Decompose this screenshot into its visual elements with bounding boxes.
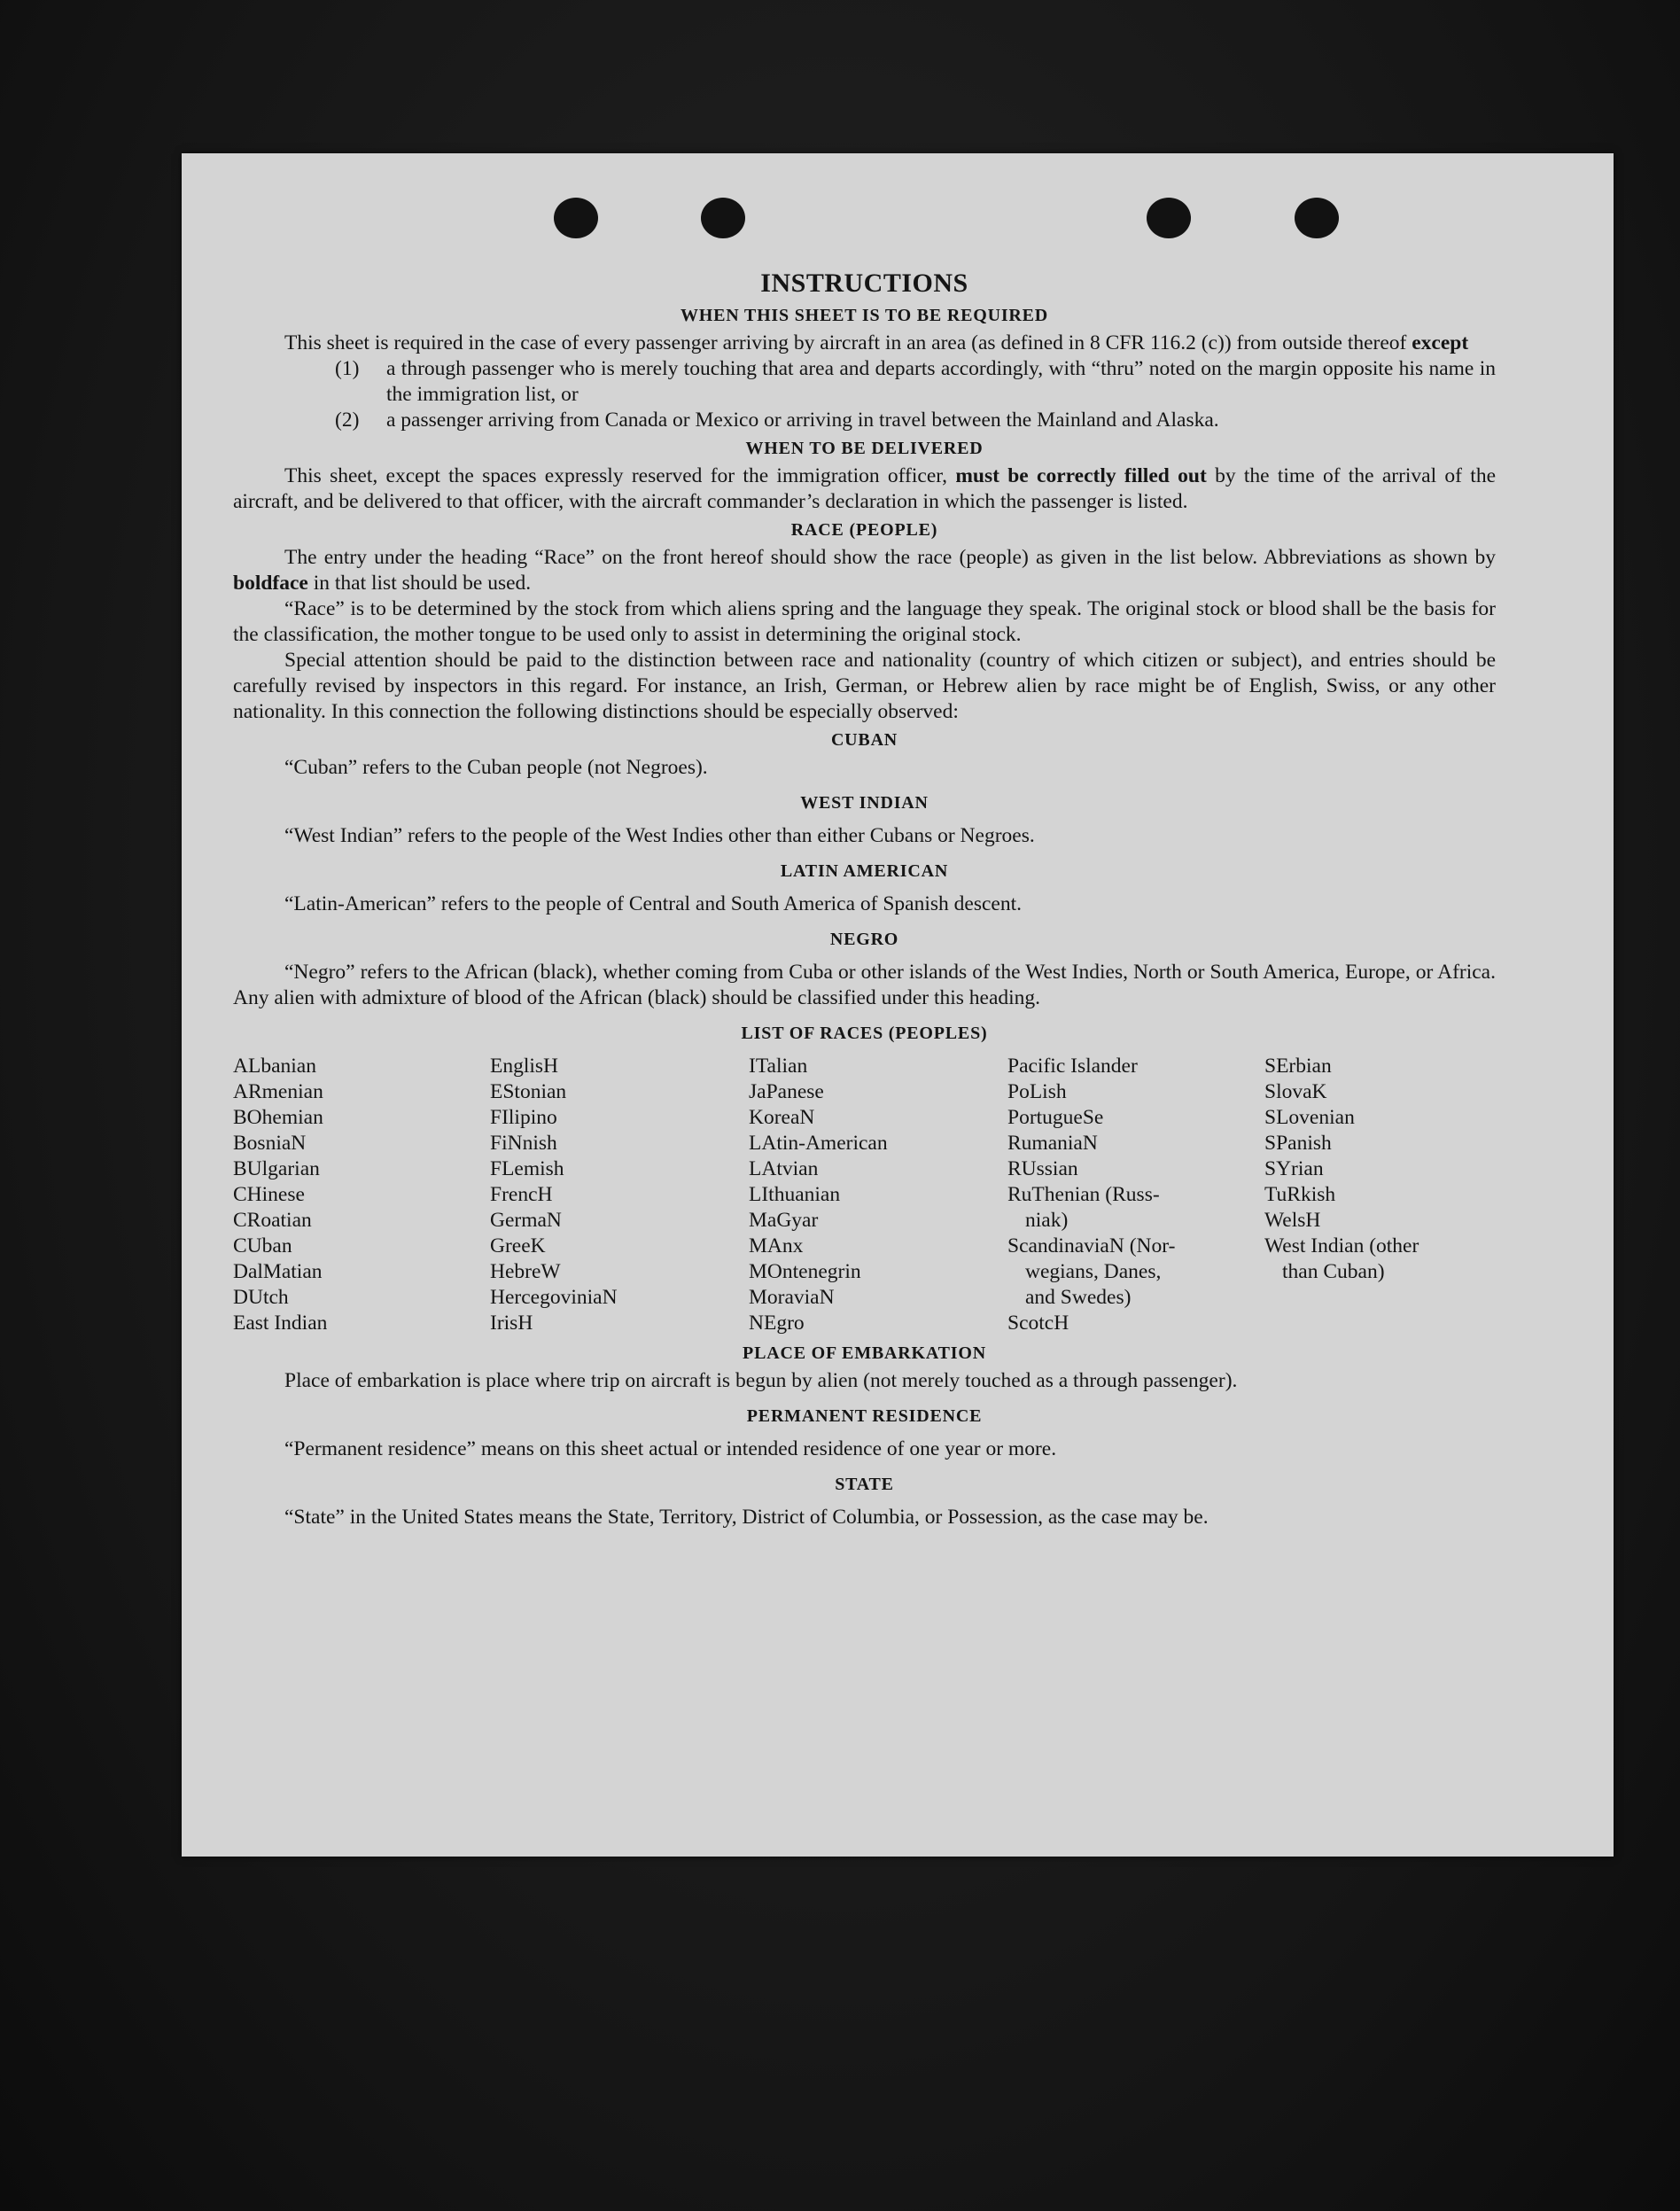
race-entry: TuRkish (1264, 1183, 1336, 1206)
section-heading-negro: NEGRO (829, 930, 899, 949)
race-entry: WelsH (1264, 1209, 1321, 1232)
race-entry: ITalian (749, 1055, 808, 1078)
required-intro-text: This sheet is required in the case of every passenger arriving by aircraft in an area (as defined in 8 CFR 116.2 (c)) from outside thereof (284, 331, 1412, 354)
race-entry: DUtch (233, 1286, 289, 1309)
section-heading-residence: PERMANENT RESIDENCE (746, 1406, 983, 1426)
race-entry: KoreaN (749, 1106, 815, 1129)
race-entry: MaGyar (749, 1209, 819, 1232)
race-entry: SPanish (1264, 1132, 1332, 1155)
race-entry: SErbian (1264, 1055, 1332, 1078)
race-entry: ARmenian (233, 1080, 323, 1103)
delivered-text-part: This sheet, except the spaces expressly reserved for the immigration officer, (284, 464, 956, 487)
state-text: “State” in the United States means the State, Territory, District of Columbia, or Possession, as the case may be. (284, 1506, 1209, 1529)
race-entry-continued: niak) (1025, 1209, 1069, 1232)
race-entry: GreeK (490, 1234, 546, 1257)
item-text: a passenger arriving from Canada or Mexico or arriving in travel between the Mainland and Alaska. (386, 409, 1219, 432)
required-item (335, 356, 1496, 408)
race-entry: BosniaN (233, 1132, 307, 1155)
race-entry: ScotcH (1007, 1312, 1069, 1335)
section-heading-west-indian: WEST INDIAN (800, 793, 929, 813)
race-entry: LAtin-American (749, 1132, 888, 1155)
race-paragraph (233, 545, 1496, 596)
race-entry: RUssian (1007, 1157, 1078, 1180)
race-entry: LIthuanian (749, 1183, 841, 1206)
race-entry: FiNnish (490, 1132, 557, 1155)
embarkation-text: Place of embarkation is place where trip on aircraft is begun by alien (not merely touched as a through passenger). (284, 1369, 1238, 1392)
residence-text: “Permanent residence” means on this sheet actual or intended residence of one year or more. (284, 1437, 1057, 1460)
delivered-text (233, 463, 1496, 515)
required-item (335, 408, 1496, 433)
required-intro (233, 331, 1496, 356)
required-intro-bold: except (1412, 331, 1469, 354)
race-entry: Pacific Islander (1007, 1055, 1138, 1078)
race-entry: BOhemian (233, 1106, 323, 1129)
race-entry: CRoatian (233, 1209, 312, 1232)
section-heading-state: STATE (835, 1475, 894, 1494)
race-entry: RuThenian (Russ- (1007, 1183, 1160, 1206)
race-entry: West Indian (other (1264, 1234, 1419, 1257)
race-entry: EnglisH (490, 1055, 559, 1078)
section-heading-cuban: CUBAN (830, 730, 898, 750)
item-number: (1) (335, 357, 360, 380)
page-title: INSTRUCTIONS (760, 269, 968, 298)
race-entry: ALbanian (233, 1055, 316, 1078)
races-column (1007, 1054, 1264, 1336)
race-entry: LAtvian (749, 1157, 819, 1180)
section-heading-races-list: LIST OF RACES (PEOPLES) (741, 1024, 988, 1043)
punch-hole (701, 198, 745, 238)
west-indian-text: “West Indian” refers to the people of the West Indies other than either Cubans or Negroes. (284, 824, 1035, 847)
section-heading-race: RACE (PEOPLE) (790, 520, 938, 540)
race-entry: ScandinaviaN (Nor- (1007, 1234, 1176, 1257)
race-entry: HebreW (490, 1260, 561, 1283)
instructions-content (233, 267, 1496, 1530)
race-text-part: The entry under the heading “Race” on the front hereof should show the race (people) as given in the list below. Abbreviations as shown by (284, 546, 1496, 569)
race-paragraph: “Race” is to be determined by the stock from which aliens spring and the language they speak. The original stock or blood shall be the basis for the classification, the mother tongue to be used only to assist in determining the original stock. (233, 597, 1496, 646)
item-text: a through passenger who is merely touching that area and departs accordingly, with “thru” noted on the margin opposite his name in the immigration list, or (386, 357, 1496, 406)
race-entry: GermaN (490, 1209, 562, 1232)
race-entry: IrisH (490, 1312, 533, 1335)
races-column (490, 1054, 749, 1336)
negro-text: “Negro” refers to the African (black), whether coming from Cuba or other islands of the West Indies, North or South America, Europe, or Africa. Any alien with admixture of blood of the African (black) should be classified under this heading. (233, 961, 1496, 1009)
races-column (233, 1054, 490, 1336)
race-entry-continued: than Cuban) (1282, 1260, 1385, 1283)
race-entry: DalMatian (233, 1260, 323, 1283)
section-heading-latin-american: LATIN AMERICAN (780, 861, 949, 881)
race-entry: JaPanese (749, 1080, 824, 1103)
section-heading-delivered: WHEN TO BE DELIVERED (745, 439, 984, 458)
race-entry: MoraviaN (749, 1286, 835, 1309)
race-entry: SLovenian (1264, 1106, 1355, 1129)
race-entry: CHinese (233, 1183, 305, 1206)
race-paragraph: Special attention should be paid to the distinction between race and nationality (country of which citizen or subject), and entries should be carefully revised by inspectors in this regard. For instance, an Irish, German, or Hebrew alien by race might be of English, Swiss, or any other nationality. In this connection the following distinctions should be especially observed: (233, 649, 1496, 723)
item-number: (2) (335, 409, 360, 432)
race-entry: BUlgarian (233, 1157, 320, 1180)
document-sheet (182, 153, 1614, 1857)
race-entry: RumaniaN (1007, 1132, 1098, 1155)
race-entry: East Indian (233, 1312, 328, 1335)
race-entry: PortugueSe (1007, 1106, 1104, 1129)
race-entry: HercegoviniaN (490, 1286, 618, 1309)
race-entry: MOntenegrin (749, 1260, 861, 1283)
race-entry-continued: wegians, Danes, (1025, 1260, 1162, 1283)
race-entry: MAnx (749, 1234, 804, 1257)
section-heading-required: WHEN THIS SHEET IS TO BE REQUIRED (680, 306, 1049, 325)
race-entry: SYrian (1264, 1157, 1324, 1180)
delivered-text-bold: must be correctly filled out (955, 464, 1207, 487)
race-entry: CUban (233, 1234, 292, 1257)
punch-hole (1147, 198, 1191, 238)
race-entry: EStonian (490, 1080, 567, 1103)
delivered-text-part: by the time of the arrival of the aircraft, and be delivered to that officer, with the aircraft commander’s declaration in which the passenger is listed. (233, 464, 1497, 513)
punch-hole (1295, 198, 1339, 238)
race-text-part: in that list should be used. (307, 572, 532, 595)
race-entry-continued: and Swedes) (1025, 1286, 1132, 1309)
race-text-bold: boldface (233, 572, 308, 595)
cuban-text: “Cuban” refers to the Cuban people (not Negroes). (284, 756, 708, 779)
race-entry: NEgro (749, 1312, 805, 1335)
races-column (749, 1054, 1007, 1336)
race-entry: FIlipino (490, 1106, 557, 1129)
latin-american-text: “Latin-American” refers to the people of Central and South America of Spanish descent. (284, 892, 1023, 915)
races-column (1264, 1054, 1496, 1336)
race-entry: SlovaK (1264, 1080, 1327, 1103)
punch-hole (554, 198, 598, 238)
race-entry: PoLish (1007, 1080, 1067, 1103)
race-entry: FrencH (490, 1183, 553, 1206)
race-entry: FLemish (490, 1157, 564, 1180)
section-heading-embarkation: PLACE OF EMBARKATION (743, 1343, 986, 1363)
races-list (233, 1054, 1496, 1336)
